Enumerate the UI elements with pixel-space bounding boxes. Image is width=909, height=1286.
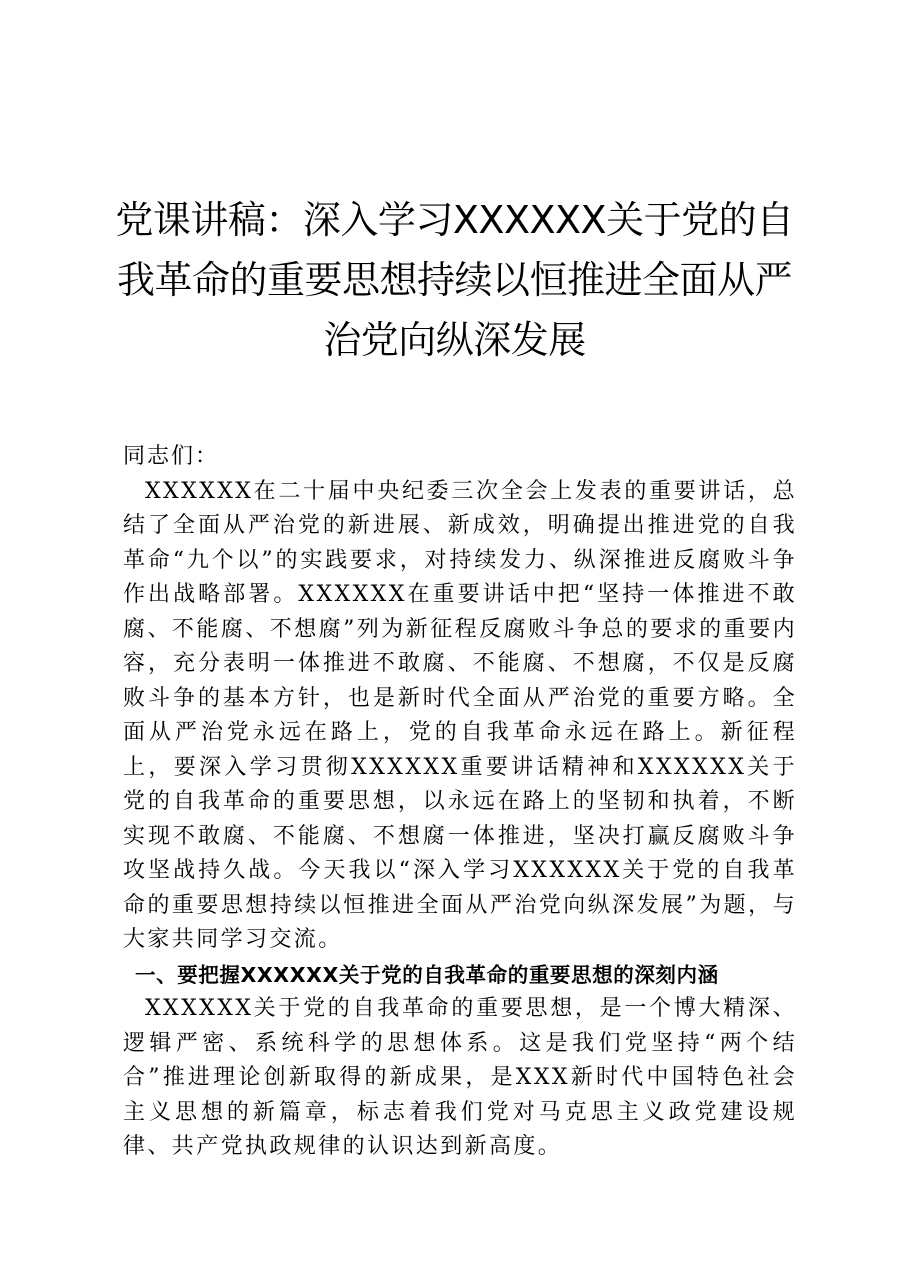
document-title: 党课讲稿：深入学习XXXXXX关于党的自我革命的重要思想持续以恒推进全面从严治党向纵深发展 [115, 198, 794, 362]
section-heading-1: 一、要把握XXXXXX关于党的自我革命的重要思想的深刻内涵 [135, 962, 719, 987]
salutation: 同志们： [123, 444, 220, 469]
document-body [123, 440, 797, 1165]
paragraph-section-1: XXXXXX关于党的自我革命的重要思想，是一个博大精深、逻辑严密、系统科学的思想体系。这是我们党坚持“两个结合”推进理论创新取得的新成果，是XXX新时代中国特色社会主义思想的新篇章，标志着我们党对马克思主义政党建设规律、共产党执政规律的认识达到新高度。 [123, 996, 797, 1159]
paragraph-intro: XXXXXX在二十届中央纪委三次全会上发表的重要讲话，总结了全面从严治党的新进展、新成效，明确提出推进党的自我革命“九个以”的实践要求，对持续发力、纵深推进反腐败斗争作出战略部署。XXXXXX在重要讲话中把“坚持一体推进不敢腐、不能腐、不想腐”列为新征程反腐败斗争总的要求的重要内容，充分表明一体推进不敢腐、不能腐、不想腐，不仅是反腐败斗争的基本方针，也是新时代全面从严治党的重要方略。全面从严治党永远在路上，党的自我革命永远在路上。新征程上，要深入学习贯彻XXXXXX重要讲话精神和XXXXXX关于党的自我革命的重要思想，以永远在路上的坚韧和执着，不断实现不敢腐、不能腐、不想腐一体推进，坚决打赢反腐败斗争攻坚战持久战。今天我以“深入学习XXXXXX关于党的自我革命的重要思想持续以恒推进全面从严治党向纵深发展”为题，与大家共同学习交流。 [123, 478, 797, 952]
